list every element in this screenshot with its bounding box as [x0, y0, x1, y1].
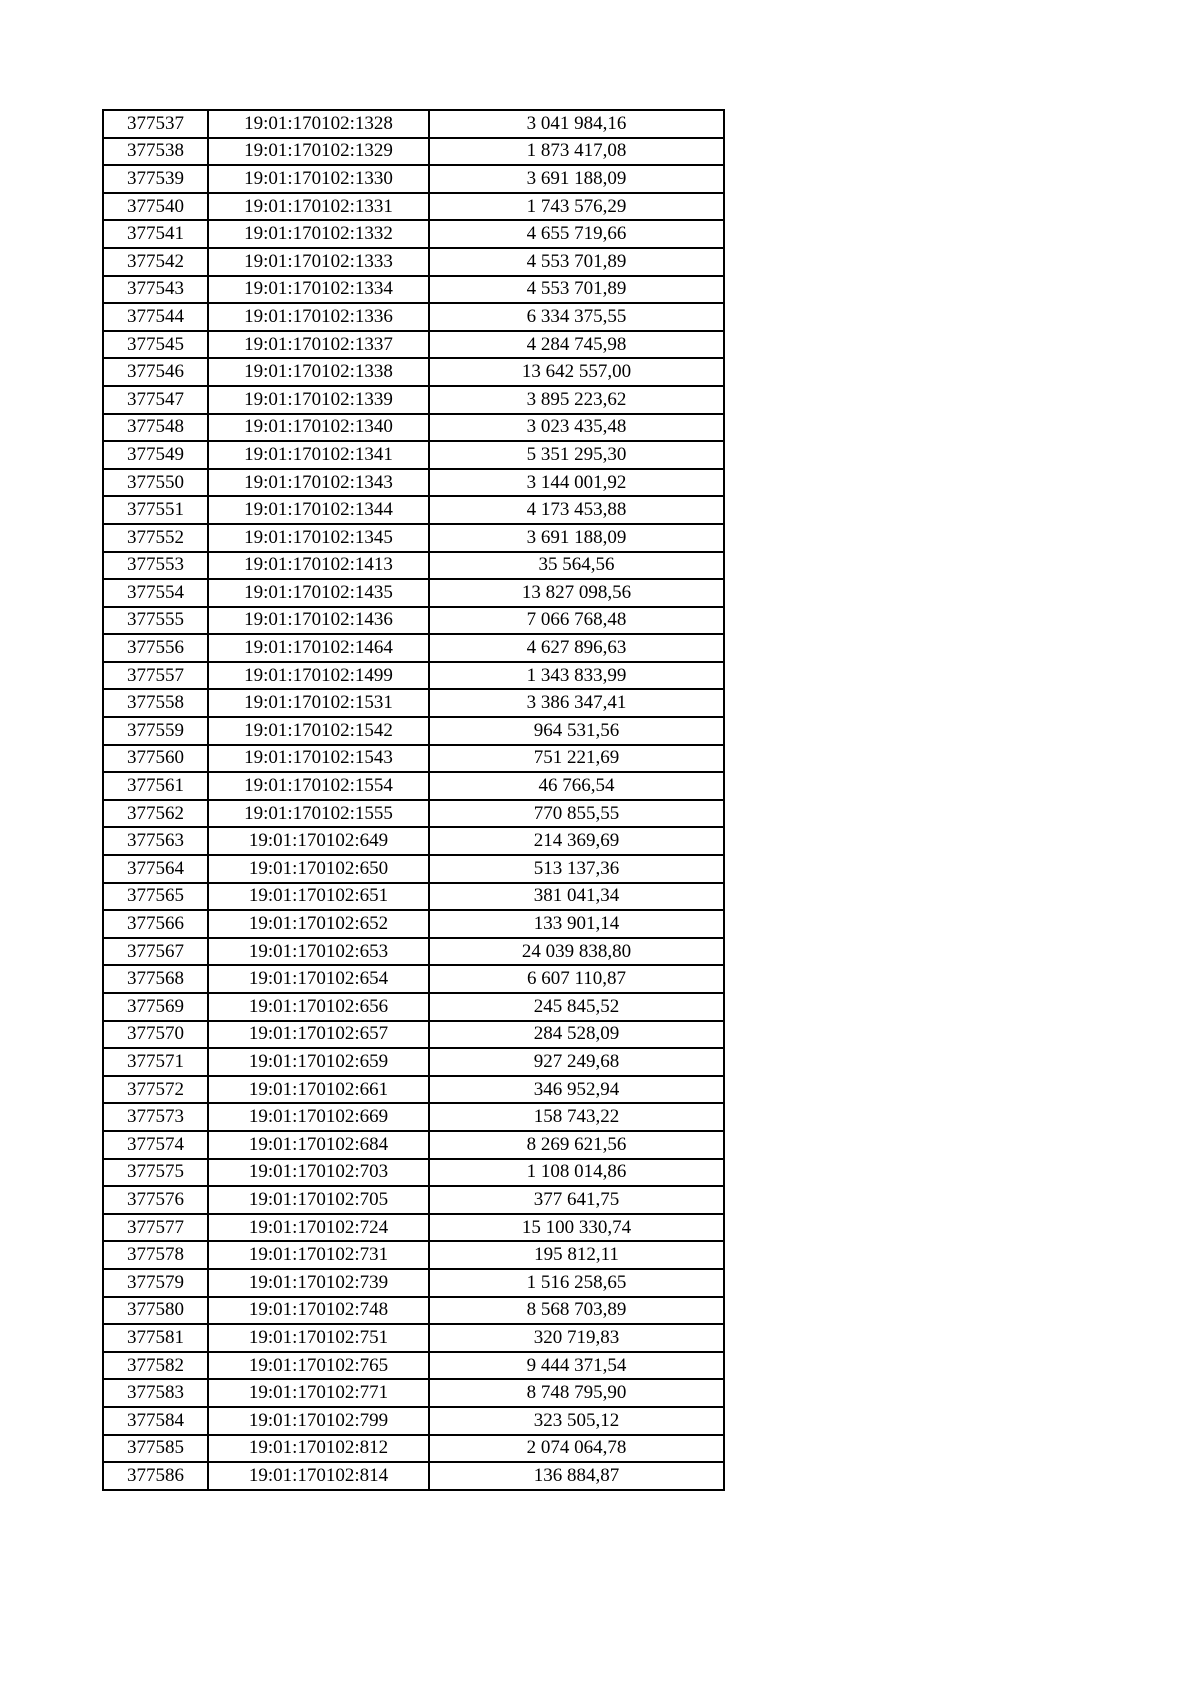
table-row — [103, 386, 724, 414]
cadastral-number-cell: 19:01:170102:1543 — [208, 745, 429, 773]
table-row — [103, 938, 724, 966]
table-row — [103, 220, 724, 248]
table-row — [103, 193, 724, 221]
cadastral-number-cell: 19:01:170102:1555 — [208, 800, 429, 828]
cadastral-number-cell: 19:01:170102:1338 — [208, 358, 429, 386]
row-number-cell: 377576 — [103, 1186, 208, 1214]
table-row — [103, 138, 724, 166]
cadastral-number-cell: 19:01:170102:731 — [208, 1241, 429, 1269]
row-number-cell: 377566 — [103, 910, 208, 938]
table-row — [103, 1324, 724, 1352]
table-row — [103, 303, 724, 331]
cadastral-number-cell: 19:01:170102:748 — [208, 1297, 429, 1325]
cadastral-value-cell: 377 641,75 — [429, 1186, 724, 1214]
row-number-cell: 377543 — [103, 276, 208, 304]
cadastral-number-cell: 19:01:170102:1329 — [208, 138, 429, 166]
row-number-cell: 377554 — [103, 579, 208, 607]
cadastral-number-cell: 19:01:170102:654 — [208, 965, 429, 993]
cadastral-value-cell: 381 041,34 — [429, 883, 724, 911]
cadastral-number-cell: 19:01:170102:1542 — [208, 717, 429, 745]
cadastral-value-cell: 136 884,87 — [429, 1462, 724, 1490]
cadastral-number-cell: 19:01:170102:724 — [208, 1214, 429, 1242]
cadastral-value-cell: 195 812,11 — [429, 1241, 724, 1269]
table-row — [103, 579, 724, 607]
table-row — [103, 331, 724, 359]
table-row — [103, 1352, 724, 1380]
cadastral-value-cell: 964 531,56 — [429, 717, 724, 745]
cadastral-value-cell: 770 855,55 — [429, 800, 724, 828]
cadastral-value-cell: 8 269 621,56 — [429, 1131, 724, 1159]
cadastral-number-cell: 19:01:170102:656 — [208, 993, 429, 1021]
row-number-cell: 377555 — [103, 607, 208, 635]
cadastral-number-cell: 19:01:170102:1499 — [208, 662, 429, 690]
cadastral-value-cell: 4 553 701,89 — [429, 248, 724, 276]
table-row — [103, 1159, 724, 1187]
cadastral-number-cell: 19:01:170102:751 — [208, 1324, 429, 1352]
cadastral-value-cell: 13 642 557,00 — [429, 358, 724, 386]
cadastral-value-cell: 4 173 453,88 — [429, 496, 724, 524]
row-number-cell: 377582 — [103, 1352, 208, 1380]
cadastral-value-cell: 24 039 838,80 — [429, 938, 724, 966]
cadastral-number-cell: 19:01:170102:649 — [208, 827, 429, 855]
table-row — [103, 745, 724, 773]
table-row — [103, 1048, 724, 1076]
row-number-cell: 377572 — [103, 1076, 208, 1104]
row-number-cell: 377541 — [103, 220, 208, 248]
cadastral-number-cell: 19:01:170102:1435 — [208, 579, 429, 607]
cadastral-value-table — [102, 109, 725, 1491]
row-number-cell: 377546 — [103, 358, 208, 386]
row-number-cell: 377552 — [103, 524, 208, 552]
table-row — [103, 248, 724, 276]
table-row — [103, 965, 724, 993]
row-number-cell: 377573 — [103, 1103, 208, 1131]
table-row — [103, 1021, 724, 1049]
cadastral-value-cell: 3 691 188,09 — [429, 165, 724, 193]
cadastral-value-cell: 751 221,69 — [429, 745, 724, 773]
cadastral-number-cell: 19:01:170102:1345 — [208, 524, 429, 552]
cadastral-value-cell: 9 444 371,54 — [429, 1352, 724, 1380]
row-number-cell: 377561 — [103, 772, 208, 800]
table-row — [103, 358, 724, 386]
table-row — [103, 524, 724, 552]
cadastral-value-cell: 927 249,68 — [429, 1048, 724, 1076]
table-body — [103, 110, 724, 1490]
cadastral-value-cell: 346 952,94 — [429, 1076, 724, 1104]
row-number-cell: 377583 — [103, 1379, 208, 1407]
cadastral-value-cell: 3 691 188,09 — [429, 524, 724, 552]
table-row — [103, 1297, 724, 1325]
cadastral-value-cell: 214 369,69 — [429, 827, 724, 855]
cadastral-value-cell: 4 627 896,63 — [429, 634, 724, 662]
table-row — [103, 414, 724, 442]
row-number-cell: 377549 — [103, 441, 208, 469]
row-number-cell: 377537 — [103, 110, 208, 138]
cadastral-value-cell: 3 144 001,92 — [429, 469, 724, 497]
row-number-cell: 377545 — [103, 331, 208, 359]
table-row — [103, 165, 724, 193]
cadastral-value-cell: 4 553 701,89 — [429, 276, 724, 304]
cadastral-number-cell: 19:01:170102:1337 — [208, 331, 429, 359]
row-number-cell: 377569 — [103, 993, 208, 1021]
cadastral-number-cell: 19:01:170102:703 — [208, 1159, 429, 1187]
table-row — [103, 1103, 724, 1131]
table-row — [103, 883, 724, 911]
cadastral-number-cell: 19:01:170102:1531 — [208, 689, 429, 717]
cadastral-number-cell: 19:01:170102:659 — [208, 1048, 429, 1076]
table-row — [103, 662, 724, 690]
row-number-cell: 377571 — [103, 1048, 208, 1076]
cadastral-value-cell: 6 334 375,55 — [429, 303, 724, 331]
table-row — [103, 441, 724, 469]
cadastral-number-cell: 19:01:170102:812 — [208, 1435, 429, 1463]
table-row — [103, 1131, 724, 1159]
row-number-cell: 377558 — [103, 689, 208, 717]
cadastral-value-cell: 13 827 098,56 — [429, 579, 724, 607]
cadastral-number-cell: 19:01:170102:1343 — [208, 469, 429, 497]
table-row — [103, 1241, 724, 1269]
table-row — [103, 110, 724, 138]
row-number-cell: 377563 — [103, 827, 208, 855]
cadastral-value-cell: 1 108 014,86 — [429, 1159, 724, 1187]
table-row — [103, 496, 724, 524]
cadastral-value-cell: 1 516 258,65 — [429, 1269, 724, 1297]
table-row — [103, 827, 724, 855]
cadastral-value-cell: 1 343 833,99 — [429, 662, 724, 690]
row-number-cell: 377542 — [103, 248, 208, 276]
row-number-cell: 377551 — [103, 496, 208, 524]
cadastral-number-cell: 19:01:170102:661 — [208, 1076, 429, 1104]
row-number-cell: 377581 — [103, 1324, 208, 1352]
cadastral-number-cell: 19:01:170102:1339 — [208, 386, 429, 414]
row-number-cell: 377550 — [103, 469, 208, 497]
cadastral-number-cell: 19:01:170102:653 — [208, 938, 429, 966]
cadastral-value-cell: 6 607 110,87 — [429, 965, 724, 993]
table-row — [103, 1462, 724, 1490]
table-row — [103, 1186, 724, 1214]
row-number-cell: 377538 — [103, 138, 208, 166]
row-number-cell: 377557 — [103, 662, 208, 690]
cadastral-number-cell: 19:01:170102:705 — [208, 1186, 429, 1214]
row-number-cell: 377575 — [103, 1159, 208, 1187]
row-number-cell: 377568 — [103, 965, 208, 993]
row-number-cell: 377556 — [103, 634, 208, 662]
row-number-cell: 377559 — [103, 717, 208, 745]
table-row — [103, 1435, 724, 1463]
row-number-cell: 377586 — [103, 1462, 208, 1490]
cadastral-value-cell: 133 901,14 — [429, 910, 724, 938]
cadastral-number-cell: 19:01:170102:739 — [208, 1269, 429, 1297]
table-row — [103, 607, 724, 635]
row-number-cell: 377574 — [103, 1131, 208, 1159]
cadastral-number-cell: 19:01:170102:799 — [208, 1407, 429, 1435]
cadastral-number-cell: 19:01:170102:1436 — [208, 607, 429, 635]
cadastral-number-cell: 19:01:170102:1413 — [208, 552, 429, 580]
cadastral-number-cell: 19:01:170102:814 — [208, 1462, 429, 1490]
table-row — [103, 910, 724, 938]
row-number-cell: 377548 — [103, 414, 208, 442]
cadastral-value-cell: 1 743 576,29 — [429, 193, 724, 221]
row-number-cell: 377544 — [103, 303, 208, 331]
table-row — [103, 1269, 724, 1297]
cadastral-value-cell: 5 351 295,30 — [429, 441, 724, 469]
table-row — [103, 717, 724, 745]
table-row — [103, 1214, 724, 1242]
row-number-cell: 377539 — [103, 165, 208, 193]
cadastral-value-cell: 3 041 984,16 — [429, 110, 724, 138]
table-row — [103, 634, 724, 662]
cadastral-number-cell: 19:01:170102:652 — [208, 910, 429, 938]
cadastral-value-cell: 15 100 330,74 — [429, 1214, 724, 1242]
table-row — [103, 552, 724, 580]
cadastral-number-cell: 19:01:170102:771 — [208, 1379, 429, 1407]
row-number-cell: 377560 — [103, 745, 208, 773]
cadastral-value-cell: 4 284 745,98 — [429, 331, 724, 359]
table-row — [103, 772, 724, 800]
cadastral-value-cell: 3 386 347,41 — [429, 689, 724, 717]
cadastral-number-cell: 19:01:170102:684 — [208, 1131, 429, 1159]
cadastral-number-cell: 19:01:170102:651 — [208, 883, 429, 911]
row-number-cell: 377564 — [103, 855, 208, 883]
cadastral-number-cell: 19:01:170102:1554 — [208, 772, 429, 800]
row-number-cell: 377562 — [103, 800, 208, 828]
cadastral-value-cell: 7 066 768,48 — [429, 607, 724, 635]
cadastral-value-cell: 513 137,36 — [429, 855, 724, 883]
table-row — [103, 800, 724, 828]
cadastral-value-cell: 3 023 435,48 — [429, 414, 724, 442]
cadastral-value-cell: 8 748 795,90 — [429, 1379, 724, 1407]
cadastral-number-cell: 19:01:170102:657 — [208, 1021, 429, 1049]
row-number-cell: 377585 — [103, 1435, 208, 1463]
row-number-cell: 377578 — [103, 1241, 208, 1269]
table-row — [103, 276, 724, 304]
cadastral-value-cell: 323 505,12 — [429, 1407, 724, 1435]
table-row — [103, 689, 724, 717]
cadastral-number-cell: 19:01:170102:1344 — [208, 496, 429, 524]
table-row — [103, 855, 724, 883]
cadastral-number-cell: 19:01:170102:1336 — [208, 303, 429, 331]
cadastral-number-cell: 19:01:170102:1330 — [208, 165, 429, 193]
cadastral-value-cell: 4 655 719,66 — [429, 220, 724, 248]
row-number-cell: 377577 — [103, 1214, 208, 1242]
cadastral-number-cell: 19:01:170102:1332 — [208, 220, 429, 248]
row-number-cell: 377547 — [103, 386, 208, 414]
cadastral-number-cell: 19:01:170102:1328 — [208, 110, 429, 138]
cadastral-number-cell: 19:01:170102:1331 — [208, 193, 429, 221]
cadastral-value-cell: 320 719,83 — [429, 1324, 724, 1352]
row-number-cell: 377584 — [103, 1407, 208, 1435]
table-row — [103, 993, 724, 1021]
cadastral-value-cell: 35 564,56 — [429, 552, 724, 580]
cadastral-number-cell: 19:01:170102:1334 — [208, 276, 429, 304]
row-number-cell: 377540 — [103, 193, 208, 221]
row-number-cell: 377553 — [103, 552, 208, 580]
cadastral-number-cell: 19:01:170102:1341 — [208, 441, 429, 469]
cadastral-number-cell: 19:01:170102:765 — [208, 1352, 429, 1380]
table-row — [103, 1076, 724, 1104]
row-number-cell: 377580 — [103, 1297, 208, 1325]
cadastral-number-cell: 19:01:170102:669 — [208, 1103, 429, 1131]
cadastral-number-cell: 19:01:170102:650 — [208, 855, 429, 883]
cadastral-number-cell: 19:01:170102:1333 — [208, 248, 429, 276]
table-row — [103, 469, 724, 497]
cadastral-value-cell: 245 845,52 — [429, 993, 724, 1021]
cadastral-value-cell: 8 568 703,89 — [429, 1297, 724, 1325]
cadastral-number-cell: 19:01:170102:1464 — [208, 634, 429, 662]
row-number-cell: 377570 — [103, 1021, 208, 1049]
row-number-cell: 377579 — [103, 1269, 208, 1297]
row-number-cell: 377565 — [103, 883, 208, 911]
cadastral-value-cell: 3 895 223,62 — [429, 386, 724, 414]
cadastral-value-cell: 284 528,09 — [429, 1021, 724, 1049]
cadastral-value-cell: 46 766,54 — [429, 772, 724, 800]
cadastral-number-cell: 19:01:170102:1340 — [208, 414, 429, 442]
cadastral-value-cell: 158 743,22 — [429, 1103, 724, 1131]
table-row — [103, 1379, 724, 1407]
table-row — [103, 1407, 724, 1435]
cadastral-value-cell: 1 873 417,08 — [429, 138, 724, 166]
row-number-cell: 377567 — [103, 938, 208, 966]
cadastral-value-cell: 2 074 064,78 — [429, 1435, 724, 1463]
